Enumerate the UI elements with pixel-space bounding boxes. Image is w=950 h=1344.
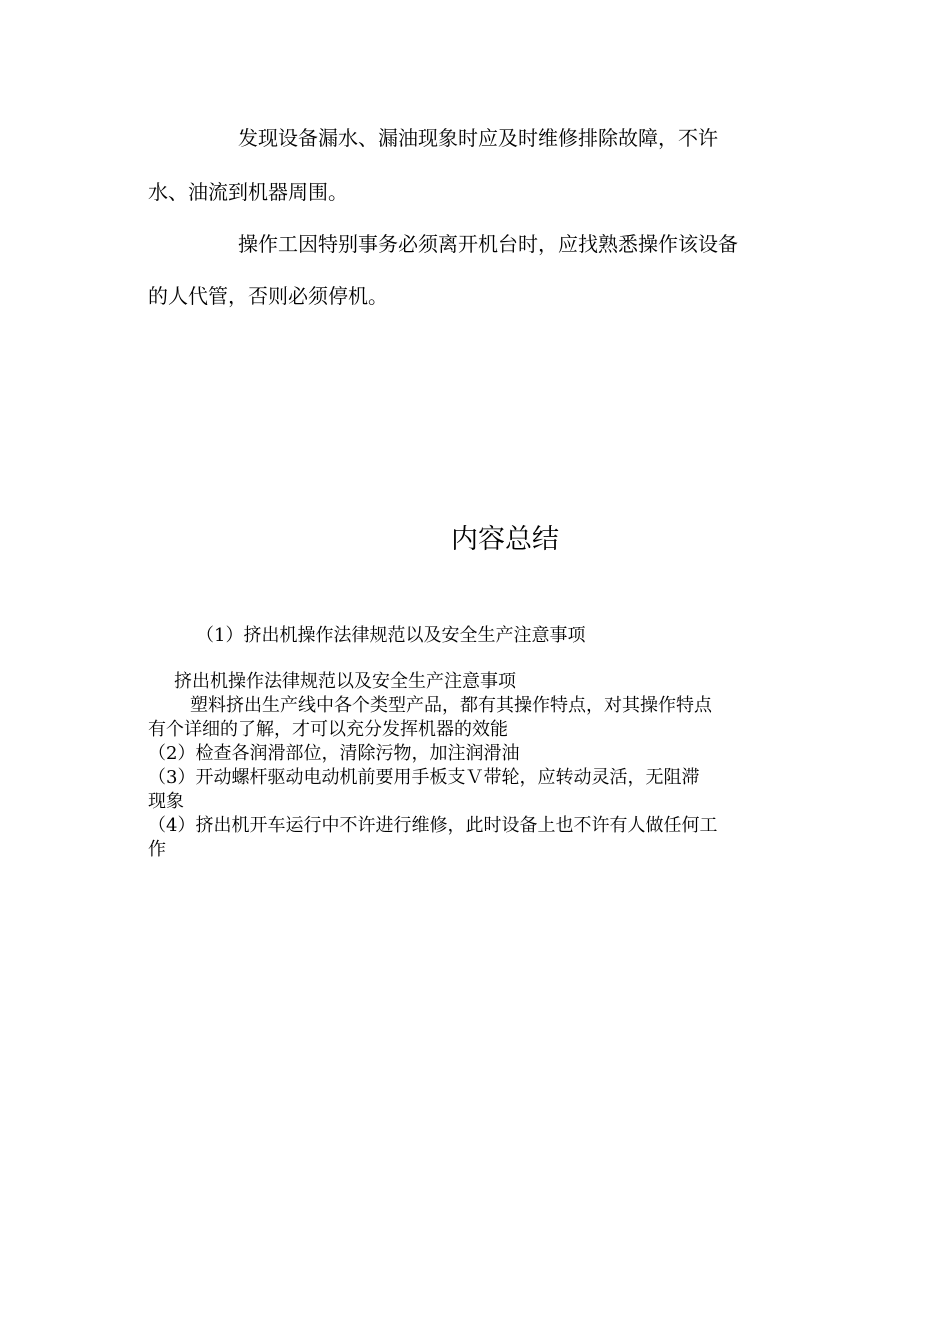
summary-line: 有个详细的了解，才可以充分发挥机器的效能 <box>148 719 508 740</box>
summary-line: 塑料挤出生产线中各个类型产品，都有其操作特点，对其操作特点 <box>190 695 712 716</box>
summary-body <box>148 670 808 862</box>
summary-line: （4）挤出机开车运行中不许进行维修，此时设备上也不许有人做任何工 <box>148 815 718 836</box>
summary-subtitle: （1）挤出机操作法律规范以及安全生产注意事项 <box>196 625 586 646</box>
paragraph-1-line-1: 发现设备漏水、漏油现象时应及时维修排除故障，不许 <box>238 126 718 150</box>
summary-line: （3）开动螺杆驱动电动机前要用手板支Ｖ带轮，应转动灵活，无阻滞 <box>148 767 700 788</box>
paragraph-2-line-1: 操作工因特别事务必须离开机台时，应找熟悉操作该设备 <box>238 232 738 256</box>
paragraph-1-line-2: 水、油流到机器周围。 <box>148 180 348 204</box>
summary-title: 内容总结 <box>451 524 559 555</box>
summary-line: 作 <box>148 839 166 860</box>
summary-line: 现象 <box>148 791 184 812</box>
summary-line: 挤出机操作法律规范以及安全生产注意事项 <box>174 671 516 692</box>
summary-line: （2）检查各润滑部位，清除污物，加注润滑油 <box>148 743 520 764</box>
paragraph-2-line-2: 的人代管，否则必须停机。 <box>148 284 388 308</box>
